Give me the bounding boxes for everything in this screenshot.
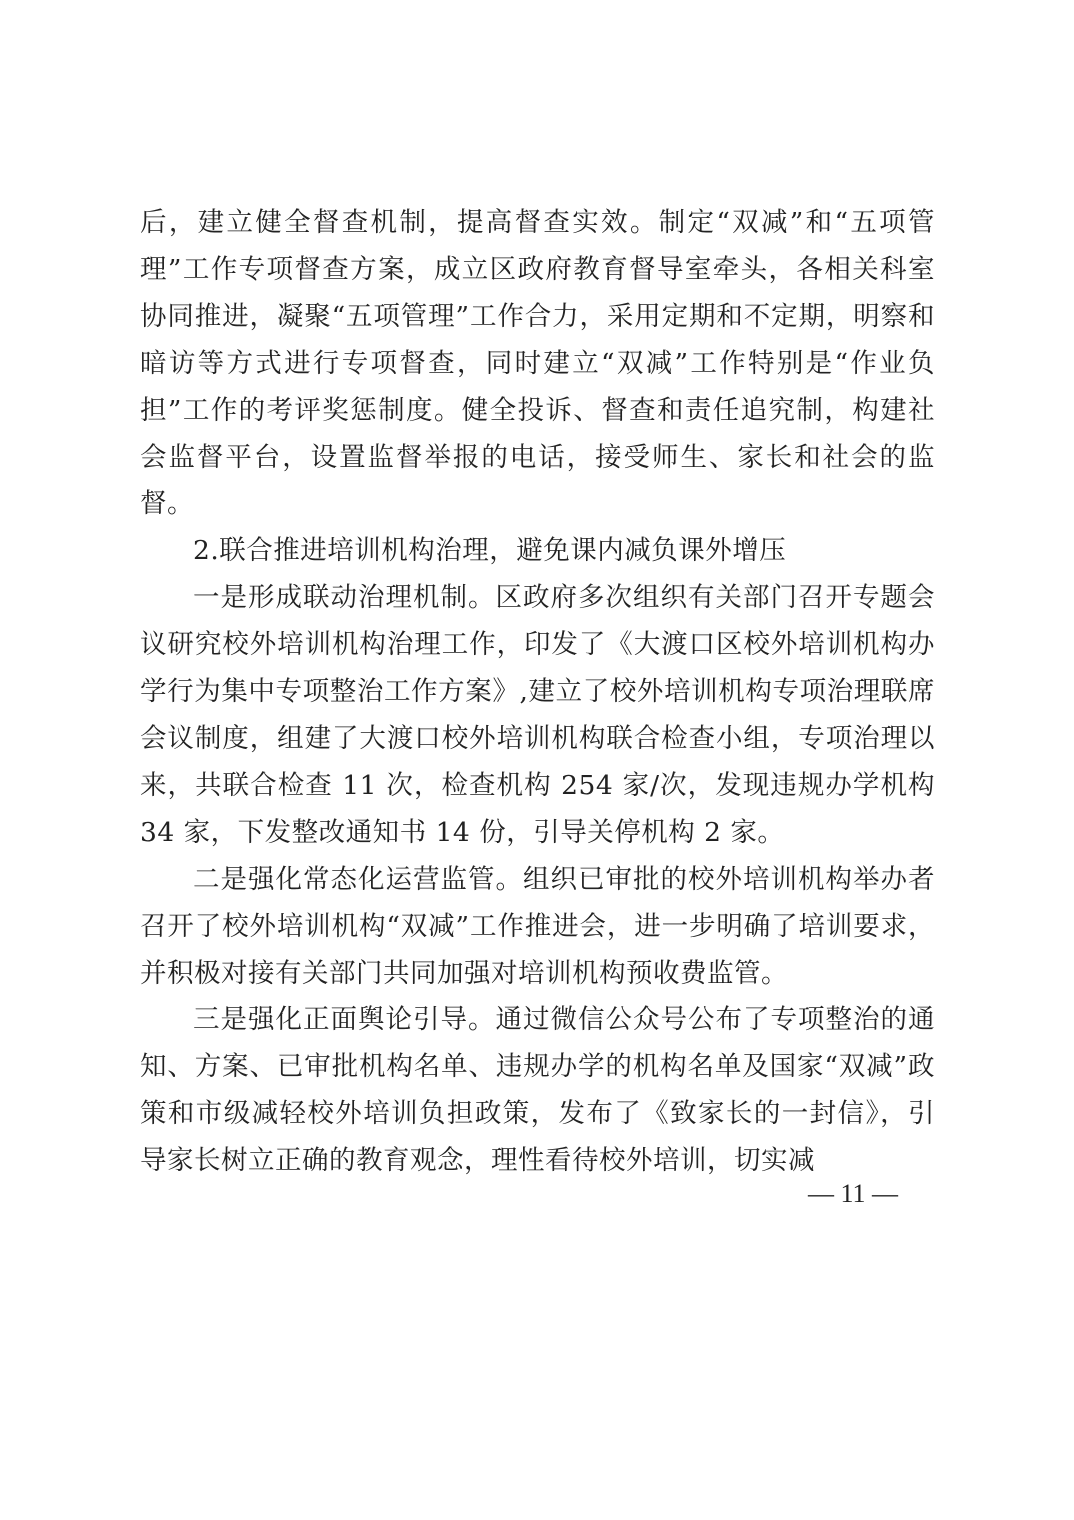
paragraph-public-opinion: 三是强化正面舆论引导。通过微信公众号公布了专项整治的通知、方案、已审批机构名单、违规办学的机构名单及国家“双减”政策和市级减轻校外培训负担政策，发布了《致家长的一封信》，引导家长树立正确的教育观念，理性看待校外培训，切实减 — [140, 1004, 935, 1177]
paragraph-joint-governance: 一是形成联动治理机制。区政府多次组织有关部门召开专题会议研究校外培训机构治理工作，印发了《大渡口区校外培训机构办学行为集中专项整治工作方案》,建立了校外培训机构专项治理联席会议制度，组建了大渡口校外培训机构联合检查小组，专项治理以来，共联合检查 11 次，检查机构 254 家/次，发现违规办学机构 34 家，下发整改通知书 14 份，引导关停机构 2 家。 — [140, 582, 935, 848]
paragraph-operation-supervision: 二是强化常态化运营监管。组织已审批的校外培训机构举办者召开了校外培训机构“双减”工作推进会，进一步明确了培训要求，并积极对接有关部门共同加强对培训机构预收费监管。 — [140, 863, 935, 989]
paragraph-supervision-mechanism: 后，建立健全督查机制，提高督查实效。制定“双减”和“五项管理”工作专项督查方案，成立区政府教育督导室牵头，各相关科室协同推进，凝聚“五项管理”工作合力，采用定期和不定期，明察和暗访等方式进行专项督查，同时建立“双减”工作特别是“作业负担”工作的考评奖惩制度。健全投诉、督查和责任追究制，构建社会监督平台，设置监督举报的电话，接受师生、家长和社会的监督。 — [140, 207, 935, 520]
page-number: — 11 — — [807, 1179, 899, 1208]
body-text — [140, 200, 935, 1185]
section-heading-training-governance: 2.联合推进培训机构治理，避免课内减负课外增压 — [193, 535, 787, 567]
